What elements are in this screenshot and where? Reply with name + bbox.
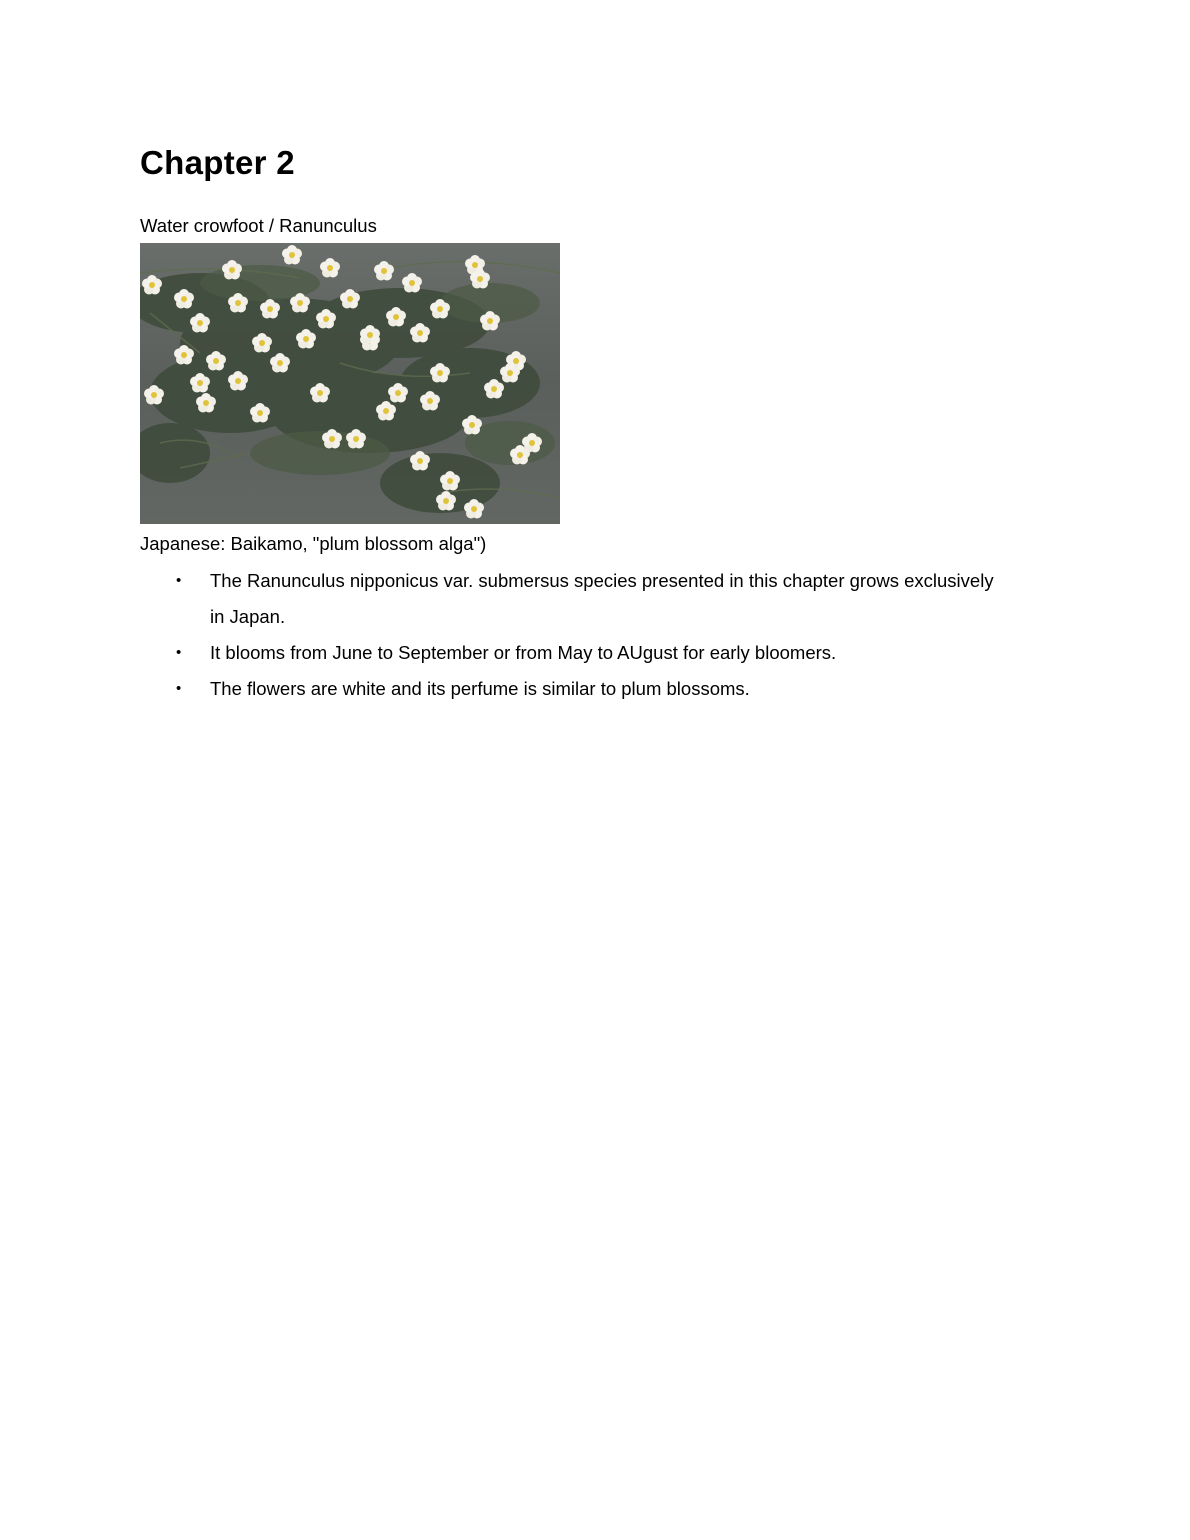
bullet-icon: • [176,572,182,589]
chapter-title: Chapter 2 [140,144,295,181]
list-item [170,671,1010,707]
water-crowfoot-photo [140,243,560,524]
bullet-icon: • [176,644,182,661]
list-item-text: It blooms from June to September or from May to AUgust for early bloomers. [210,642,837,663]
list-item [170,635,1010,671]
image-caption: Japanese: Baikamo, "plum blossom alga") [140,533,487,554]
list-item-text: The flowers are white and its perfume is similar to plum blossoms. [210,678,750,699]
bullet-icon: • [176,680,182,697]
bullet-list [170,563,1010,707]
list-item [170,563,1010,635]
subtitle: Water crowfoot / Ranunculus [140,215,377,236]
list-item-text: The Ranunculus nipponicus var. submersus species presented in this chapter grows exclusively in Japan. [210,570,994,627]
